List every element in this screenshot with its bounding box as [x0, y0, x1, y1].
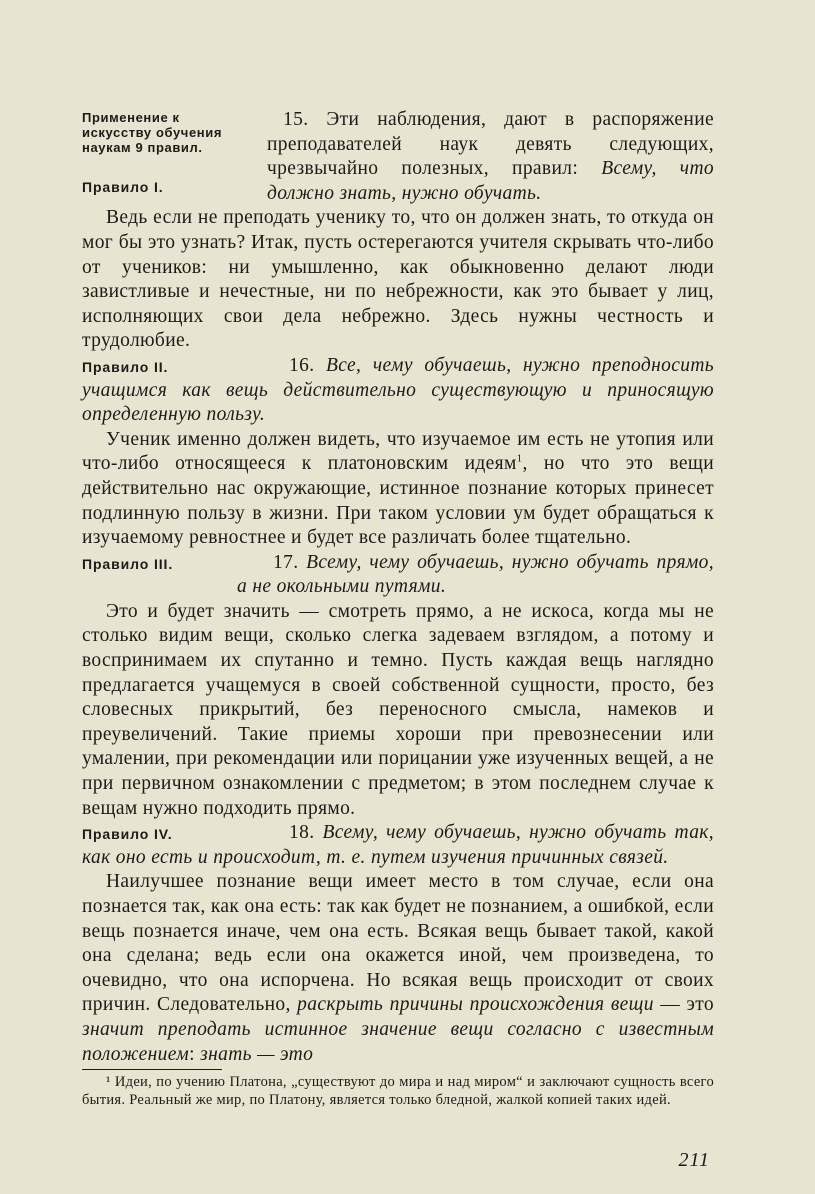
- paragraph-number: 17.: [273, 551, 299, 573]
- section-17: [82, 551, 714, 600]
- footnote-marker: 1: [516, 452, 523, 465]
- rule-2-text: Все, чему обучаешь, нужно преподносить учащимся как вещь действительно существующую и приносящую определенную пользу.: [82, 354, 714, 426]
- section-18: [82, 821, 714, 870]
- paragraph-body-1: Ведь если не преподать ученику то, что он должен знать, то откуда он мог бы это узнать? Итак, пусть остерегаются учителя скрывать что-либо от учеников: ни умышленно, как обыкновенно делают люди завистливые и нечестные, ни по небрежности, как это бывает у лиц, исполняющих свои дела небрежно. Здесь нужны честность и трудолюбие.: [82, 207, 714, 352]
- page-number: 211: [678, 1149, 710, 1171]
- paragraph-body-4: [82, 870, 714, 1067]
- paragraph-body-3: Это и будет значить — смотреть прямо, а не искоса, когда мы не столько видим вещи, сколько слегка задеваем взглядом, а потому и воспринимаем их спутанно и темно. Пусть каждая вещь наглядно предлагается учащемуся в своей собственной сущности, просто, без словесных прикрытий, без переносного смысла, намеков и преувеличений. Такие приемы хороши при превознесении или умалении, при рекомендации или порицании уже изученных вещей, а не при первичном ознакомлении с предметом; в этом последнем случае к вещам нужно подходить прямо.: [82, 600, 714, 819]
- footnote: ¹ Идеи, по учению Платона, „существуют до мира и над миром“ и заключают сущность всего бытия. Реальный же мир, по Платону, является только бледной, жалкой копией таких идей.: [82, 1074, 714, 1108]
- rule-4-text: Всему, чему обучаешь, нужно обучать так, как оно есть и происходит, т. е. путем изучения причинных связей.: [82, 822, 715, 868]
- body-4-italic-2: значит преподать истинное значение вещи согласно с известным положением: [82, 1018, 714, 1065]
- body-4-italic-1: раскрыть причины происхождения вещи: [297, 994, 654, 1016]
- rule-1-text: Всему, что должно знать, нужно обучать.: [267, 158, 714, 204]
- section-16: [82, 354, 714, 428]
- margin-note-rule-1: Правило I.: [82, 179, 164, 195]
- body-4-text: Наилучшее познание вещи имеет место в том случае, если она познается так, как она есть: так как будет не познанием, а ошибкой, если вещь познается иначе, чем она есть. Всякая вещь бывает такой, какой она сделана; ведь если она окажется иной, чем произведена, то очевидно, что она испорчена. Но всякая вещь происходит от своих причин. Следовательно,: [82, 871, 714, 1016]
- margin-note-applying: Применение к искусству обучения наукам 9 правил.: [82, 110, 223, 155]
- margin-note-rule-2: Правило II.: [82, 358, 169, 375]
- paragraph-number: 18.: [289, 822, 315, 844]
- body-2-part-a: Ученик именно должен видеть, что изучаемое им есть не утопия или что-либо относящееся к платоновским идеям: [82, 428, 714, 475]
- body-4-italic-3: знать — это: [200, 1043, 314, 1065]
- body-4-colon: :: [189, 1043, 195, 1065]
- paragraph-17-heading: [237, 551, 714, 600]
- rule-3-text: Всему, чему обучаешь, нужно обучать прямо, а не окольными путями.: [237, 551, 714, 598]
- footnote-divider: [82, 1069, 222, 1070]
- paragraph-body-2: [82, 428, 714, 551]
- body-4-dash: — это: [660, 994, 714, 1016]
- paragraph-number: 15.: [283, 109, 309, 130]
- body-2-part-b: , но что это вещи действительно нас окружающие, истинное познание которых принесет подлинную пользу в жизни. При таком условии ум будет обращаться к изучаемому ревностнее и будет все различать более тщательно.: [82, 453, 714, 549]
- paragraph-15-text: Эти наблюдения, дают в распоряжение преподавателей наук девять следующих, чрезвычайно полезных, правил:: [267, 109, 714, 180]
- page-body: [82, 108, 714, 1109]
- margin-note-rule-3: Правило III.: [82, 555, 174, 572]
- margin-note-rule-4: Правило IV.: [82, 826, 173, 843]
- section-15: [82, 108, 714, 206]
- paragraph-number: 16.: [289, 354, 315, 376]
